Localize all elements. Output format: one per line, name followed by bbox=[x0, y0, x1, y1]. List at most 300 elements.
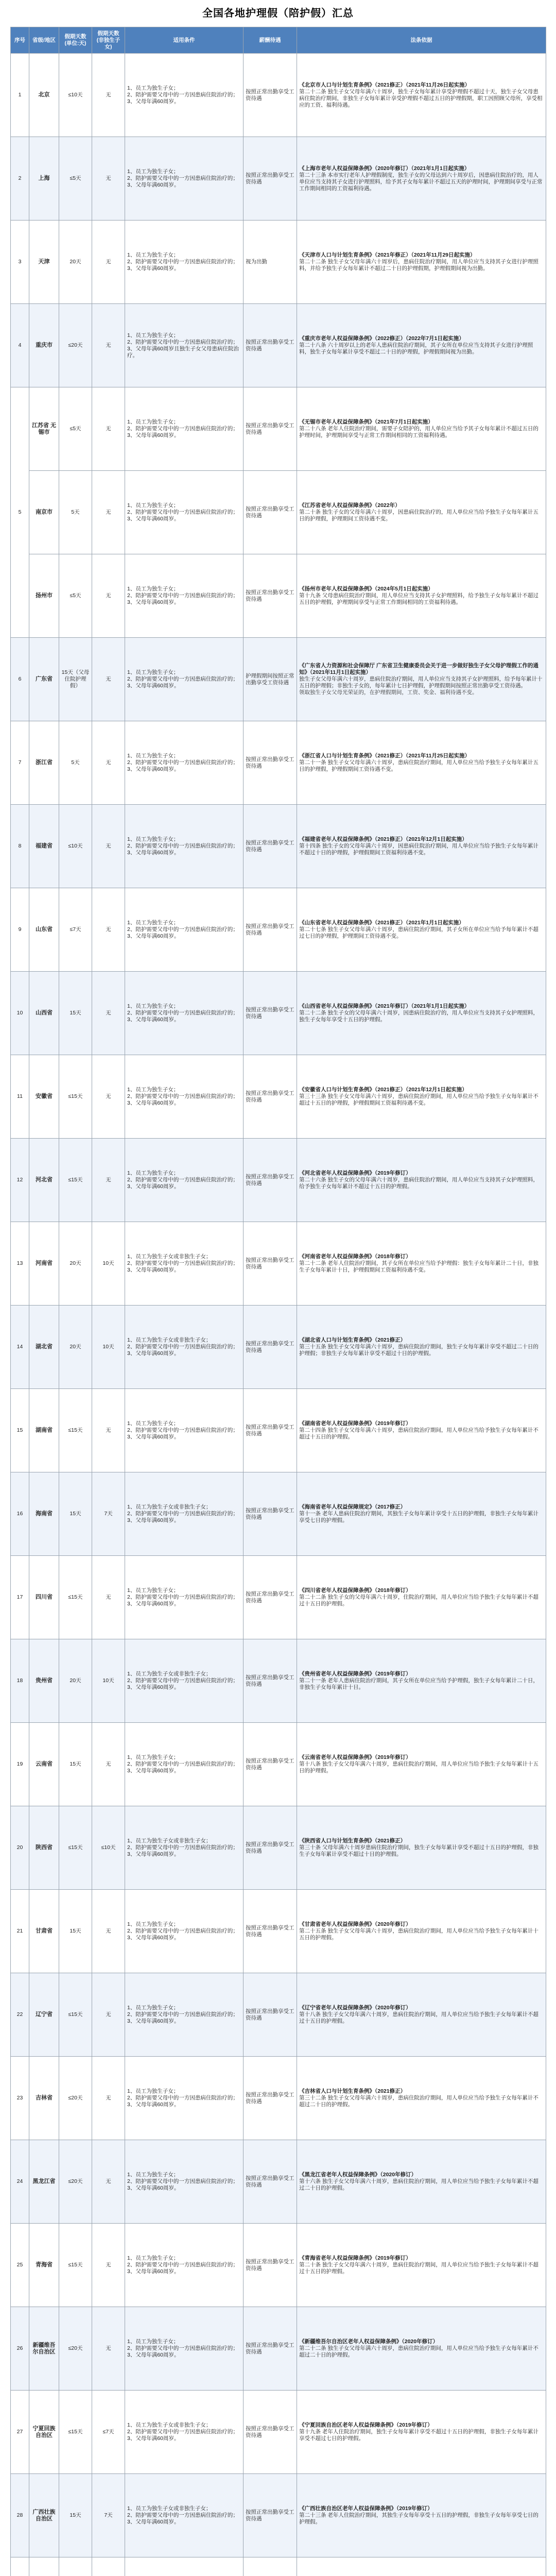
law-cell bbox=[297, 1639, 546, 1723]
conditions-cell bbox=[125, 805, 244, 888]
row-number: 8 bbox=[11, 805, 29, 888]
pay-cell: 按照正常出勤享受工资待遇 bbox=[244, 888, 297, 972]
days-only-child: ≤5天 bbox=[59, 554, 92, 638]
days-non-only-child: 无 bbox=[92, 1055, 125, 1139]
law-text: 第二十二条 独生子女的父母年满六十周岁，住院治疗期间，用人单位应当给予独生子女每年累计不超过十五日的护理假。 bbox=[299, 1594, 538, 1607]
table-row bbox=[11, 1222, 546, 1306]
law-title: 《青海省老年人权益保障条例》（2019年修订） bbox=[299, 2255, 411, 2261]
law-cell bbox=[297, 721, 546, 805]
law-cell bbox=[297, 1139, 546, 1222]
law-cell bbox=[297, 1055, 546, 1139]
days-only-child: 15天 bbox=[59, 1890, 92, 1973]
table-row bbox=[11, 304, 546, 387]
region-name: 南京市 bbox=[36, 509, 53, 515]
pay-cell: 按照正常出勤享受工资待遇 bbox=[244, 304, 297, 387]
row-number: 24 bbox=[11, 2140, 29, 2224]
law-cell bbox=[297, 471, 546, 554]
region-cell bbox=[29, 387, 59, 471]
condition-item: 1、员工为独生子女； bbox=[127, 669, 179, 675]
conditions-cell bbox=[125, 2307, 244, 2391]
pay-cell: 按照正常出勤享受工资待遇 bbox=[244, 1890, 297, 1973]
conditions-cell bbox=[125, 387, 244, 471]
days-non-only-child: 10天 bbox=[92, 1222, 125, 1306]
condition-item: 1、员工为独生子女； bbox=[127, 252, 179, 258]
pay-cell: 视为出勤 bbox=[244, 221, 297, 304]
law-cell bbox=[297, 888, 546, 972]
conditions-cell bbox=[125, 2057, 244, 2140]
condition-item: 1、员工为独生子女； bbox=[127, 2172, 179, 2178]
region-cell: 黑龙江省 bbox=[29, 2140, 59, 2224]
law-title: 《湖北省人口与计划生育条例》（2021修正） bbox=[299, 1337, 406, 1343]
conditions-cell bbox=[125, 1222, 244, 1306]
condition-item: 3、父母年满60周岁。 bbox=[127, 2352, 180, 2358]
law-title: 《新疆维吾尔自治区老年人权益保障条例》（2020年修订） bbox=[299, 2338, 439, 2345]
region-cell: 福建省 bbox=[29, 805, 59, 888]
conditions-cell bbox=[125, 304, 244, 387]
days-non-only-child: 无 bbox=[92, 137, 125, 221]
condition-item: 2、陪护需要父母中的一方因患病住院治疗的； bbox=[127, 1177, 238, 1183]
law-title: 《河南省老年人权益保障条例》（2018年修订） bbox=[299, 1253, 411, 1260]
days-only-child: ≤10天 bbox=[59, 54, 92, 137]
days-only-child: 5天 bbox=[59, 721, 92, 805]
law-cell bbox=[297, 2307, 546, 2391]
law-text: 第十九条 老年人住院治疗期间，独生子女每年累计享受不超过十五日的护理假，非独生子女每年累计享受不超过七日的护理假。 bbox=[299, 2429, 538, 2442]
days-only-child: ≤15天 bbox=[59, 2224, 92, 2307]
law-text: 第二十三条 老年人住院治疗期间，其独生子女每年享受十五日的护理假，非独生子女每年享受七日的护理假。 bbox=[299, 2512, 538, 2525]
pay-cell: 按照正常出勤享受工资待遇 bbox=[244, 2391, 297, 2474]
days-only-child: 5天 bbox=[59, 471, 92, 554]
condition-item: 2、陪护需要父母中的一方因患病住院治疗的； bbox=[127, 592, 238, 599]
days-non-only-child: 无 bbox=[92, 2224, 125, 2307]
law-title: 《扬州市老年人权益保障条例》（2024年5月1日起实施） bbox=[299, 586, 433, 592]
pay-cell: 按照正常出勤享受工资待遇 bbox=[244, 54, 297, 137]
row-number bbox=[11, 2557, 29, 2576]
law-text: 第二十四条 独生子女父母年满六十周岁，患病住院治疗期间，用人单位应当给予独生子女每年累计不超过十五日的护理假。 bbox=[299, 1427, 538, 1440]
condition-item: 1、员工为独生子女； bbox=[127, 168, 179, 175]
pay-cell: 按照正常出勤享受工资待遇 bbox=[244, 2140, 297, 2224]
region-cell: 浙江省 bbox=[29, 721, 59, 805]
law-cell bbox=[297, 1806, 546, 1890]
condition-item: 2、陪护需要父母中的一方因患病住院治疗的； bbox=[127, 1344, 238, 1350]
condition-item: 3、父母年满60周岁。 bbox=[127, 1183, 180, 1190]
pay-cell: 按照正常出勤享受工资待遇 bbox=[244, 1556, 297, 1639]
row-number: 9 bbox=[11, 888, 29, 972]
days-only-child: ≤20天 bbox=[59, 2140, 92, 2224]
region-cell: 新疆维吾尔自治区 bbox=[29, 2307, 59, 2391]
conditions-cell bbox=[125, 1723, 244, 1806]
days-non-only-child: 无 bbox=[92, 1389, 125, 1472]
region-cell: 广西壮族自治区 bbox=[29, 2474, 59, 2557]
row-number: 18 bbox=[11, 1639, 29, 1723]
pay-cell: 按照正常出勤享受工资待遇 bbox=[244, 471, 297, 554]
law-text: 第三十条 父母年满六十周岁患病住院治疗期间，独生子女每年累计享受不超过十五日的护理假，非独生子女每年累计享受不超过十日的护理假。 bbox=[299, 1844, 538, 1857]
conditions-cell bbox=[125, 2140, 244, 2224]
condition-item: 2、陪护需要父母中的一方因患病住院治疗的； bbox=[127, 759, 238, 766]
condition-item: 1、员工为独生子女或非独生子女； bbox=[127, 1838, 212, 1844]
table-row bbox=[11, 1639, 546, 1723]
days-non-only-child: 10天 bbox=[92, 1639, 125, 1723]
law-cell bbox=[297, 638, 546, 721]
row-number: 3 bbox=[11, 221, 29, 304]
conditions-cell bbox=[125, 137, 244, 221]
condition-item: 2、陪护需要父母中的一方因患病住院治疗的； bbox=[127, 338, 238, 345]
condition-item: 2、陪护需要父母中的一方因患病住院治疗的； bbox=[127, 175, 238, 181]
law-title: 《上海市老年人权益保障条例》（2020年修订）（2021年1月1日起实施） bbox=[299, 165, 470, 172]
condition-item: 1、员工为独生子女或非独生子女； bbox=[127, 2505, 212, 2512]
row-number: 6 bbox=[11, 638, 29, 721]
law-cell bbox=[297, 1723, 546, 1806]
law-text: 第十八条 独生子女父母年满六十周岁，患病住院治疗期间，用人单位应当给予独生子女每年累计不超过十五日的护理假。 bbox=[299, 2011, 538, 2024]
law-title: 《山西省老年人权益保障条例》（2021年修订）（2021年1月1日起实施） bbox=[299, 1003, 470, 1009]
law-text: 第二十二条 老年人住院治疗期间，其子女所在单位应当给予护理假：独生子女每年累计二十日，非独生子女每年累计十日，护理假期间工资福利待遇不变。 bbox=[299, 1260, 538, 1273]
law-title: 《宁夏回族自治区老年人权益保障条例》（2019年修订） bbox=[299, 2422, 433, 2428]
column-header-3: 假期天数(非独生子女) bbox=[92, 27, 125, 54]
law-text: 第二十八条 老年人住院治疗期间，需要子女陪护的，用人单位应当给予其子女每年累计不超过五日的护理时间，护理期间享受与正常工作期间相同的工资福利待遇。 bbox=[299, 426, 538, 438]
condition-item: 1、员工为独生子女； bbox=[127, 1921, 179, 1927]
condition-item: 2、陪护需要父母中的一方因患病住院治疗的； bbox=[127, 843, 238, 849]
pay-cell: 按照正常出勤享受工资待遇 bbox=[244, 2307, 297, 2391]
days-non-only-child: 无 bbox=[92, 1139, 125, 1222]
law-title: 《甘肃省老年人权益保障条例》（2020年修订） bbox=[299, 1921, 411, 1927]
table-body bbox=[11, 54, 546, 2576]
condition-item: 3、父母年满60周岁。 bbox=[127, 2185, 180, 2191]
law-text: 第十四条 独生子女的父母年满六十周岁，因患病住院治疗期间，用人单位应当给予独生子女每年累计不超过十日的护理假，护理假期间工资福利待遇不变。 bbox=[299, 843, 538, 856]
conditions-cell bbox=[125, 2474, 244, 2557]
law-title: 《辽宁省老年人权益保障条例》（2020年修订） bbox=[299, 2005, 411, 2011]
table-row bbox=[11, 972, 546, 1055]
region-cell: 山西省 bbox=[29, 972, 59, 1055]
conditions-cell bbox=[125, 1806, 244, 1890]
table-row bbox=[11, 1055, 546, 1139]
page-title: 全国各地护理假（陪护假）汇总 bbox=[202, 8, 354, 19]
column-header-5: 薪酬待遇 bbox=[244, 27, 297, 54]
condition-item: 3、父母年满60周岁。 bbox=[127, 933, 180, 939]
condition-item: 2、陪护需要父母中的一方因患病住院治疗的； bbox=[127, 2262, 238, 2268]
law-extra: 领取独生子女父母光荣证的，在护理假期间，工资、奖金、福利待遇不变。 bbox=[299, 689, 478, 696]
condition-item: 2、陪护需要父母中的一方因患病住院治疗的； bbox=[127, 1260, 238, 1266]
column-header-6: 法条依据 bbox=[297, 27, 546, 54]
table-row bbox=[11, 1806, 546, 1890]
days-non-only-child: ≤7天 bbox=[92, 2391, 125, 2474]
days-only-child: ≤15天 bbox=[59, 2391, 92, 2474]
condition-item: 2、陪护需要父母中的一方因患病住院治疗的； bbox=[127, 2178, 238, 2184]
region-cell: 北京 bbox=[29, 54, 59, 137]
row-number: 11 bbox=[11, 1055, 29, 1139]
condition-item: 2、陪护需要父母中的一方因患病住院治疗的； bbox=[127, 2512, 238, 2518]
law-cell bbox=[297, 221, 546, 304]
days-only-child: ≤15天 bbox=[59, 1973, 92, 2057]
table-row bbox=[11, 2140, 546, 2224]
row-number: 27 bbox=[11, 2391, 29, 2474]
pay-cell: 按照正常出勤享受工资待遇 bbox=[244, 1222, 297, 1306]
pay-cell bbox=[244, 2557, 297, 2576]
region-cell: 甘肃省 bbox=[29, 1890, 59, 1973]
condition-item: 1、员工为独生子女； bbox=[127, 419, 179, 425]
region-cell: 广东省 bbox=[29, 638, 59, 721]
pay-cell: 按照正常出勤享受工资待遇 bbox=[244, 1389, 297, 1472]
condition-item: 2、陪护需要父母中的一方因患病住院治疗的； bbox=[127, 509, 238, 515]
law-title: 《河北省老年人权益保障条例》（2019年修订） bbox=[299, 1170, 411, 1176]
region-cell: 宁夏回族自治区 bbox=[29, 2391, 59, 2474]
condition-item: 2、陪护需要父母中的一方因患病住院治疗的； bbox=[127, 259, 238, 265]
condition-item: 2、陪护需要父母中的一方因患病住院治疗的； bbox=[127, 676, 238, 682]
table-row bbox=[11, 2057, 546, 2140]
table-row bbox=[11, 554, 546, 638]
condition-item: 3、父母年满60周岁。 bbox=[127, 766, 180, 772]
condition-item: 3、父母年满60周岁。 bbox=[127, 1434, 180, 1440]
law-text: 独生子女父母年满六十周岁，患病住院治疗期间，用人单位应当支持其子女护理照料，给予每年累计十五日的护理假；非独生子女的，每年累计七日护理假，护理假期间按照正常出勤享受工资待遇。 bbox=[299, 676, 543, 689]
law-text: 第三十二条 独生子女父母年满六十周岁，患病住院治疗期间，用人单位应当给予独生子女每年累计不超过二十日的护理假。 bbox=[299, 2095, 538, 2108]
table-row bbox=[11, 2391, 546, 2474]
pay-cell: 按照正常出勤享受工资待遇 bbox=[244, 2057, 297, 2140]
region-cell bbox=[29, 2557, 59, 2576]
row-number: 26 bbox=[11, 2307, 29, 2391]
condition-item: 3、父母年满60周岁。 bbox=[127, 2018, 180, 2024]
pay-cell: 按照正常出勤享受工资待遇 bbox=[244, 972, 297, 1055]
law-title: 《四川省老年人权益保障条例》（2018年修订） bbox=[299, 1587, 411, 1594]
row-number: 1 bbox=[11, 54, 29, 137]
region-cell: 吉林省 bbox=[29, 2057, 59, 2140]
days-non-only-child: 无 bbox=[92, 721, 125, 805]
law-title: 《吉林省人口与计划生育条例》（2021修正） bbox=[299, 2088, 406, 2094]
law-title: 《浙江省人口与计划生育条例》（2021修正）（2021年11月25日起实施） bbox=[299, 753, 470, 759]
condition-item: 2、陪护需要父母中的一方因患病住院治疗的； bbox=[127, 2095, 238, 2101]
days-non-only-child: 无 bbox=[92, 805, 125, 888]
conditions-cell bbox=[125, 972, 244, 1055]
law-text: 第二十二条 独生子女的父母年满六十周岁，因患病住院治疗的，用人单位应当支持其子女护理照料，独生子女每年享受十五日的护理假。 bbox=[299, 1010, 538, 1023]
law-text: 第三十五条 独生子女父母年满六十周岁，患病住院治疗期间，独生子女每年累计享受不超过二十日的护理假；非独生子女每年累计享受不超过十日的护理假。 bbox=[299, 1344, 538, 1357]
conditions-cell bbox=[125, 638, 244, 721]
law-text: 第二十六条 独生子女的父母年满六十周岁，患病住院治疗期间，用人单位应当支持其子女护理照料，给予独生子女每年累计不超过十五日的护理假。 bbox=[299, 1177, 538, 1190]
table-row bbox=[11, 888, 546, 972]
condition-item: 3、父母年满60周岁。 bbox=[127, 2435, 180, 2442]
table-row bbox=[11, 1723, 546, 1806]
table-row bbox=[11, 721, 546, 805]
condition-item: 1、员工为独生子女； bbox=[127, 836, 179, 842]
region-cell: 陕西省 bbox=[29, 1806, 59, 1890]
pay-cell: 按照正常出勤享受工资待遇 bbox=[244, 1472, 297, 1556]
days-only-child: 15天（父母住院护理假） bbox=[59, 638, 92, 721]
condition-item: 1、员工为独生子女或非独生子女； bbox=[127, 1253, 212, 1260]
days-non-only-child: ≤10天 bbox=[92, 1806, 125, 1890]
region-cell: 云南省 bbox=[29, 1723, 59, 1806]
law-text: 第二十二条 独生子女父母年满六十周岁后，患病住院治疗期间，用人单位应当支持其子女进行护理照料，并给予独生子女每年累计不超过二十日的护理假期，护理假期间视为出勤。 bbox=[299, 259, 538, 272]
table-row bbox=[11, 221, 546, 304]
law-cell bbox=[297, 137, 546, 221]
table-row bbox=[11, 1556, 546, 1639]
condition-item: 1、员工为独生子女或非独生子女； bbox=[127, 1337, 212, 1343]
law-text: 第二十一条 老年人患病住院治疗期间，其子女所在单位应当给予护理假，独生子女每年累计二十日，非独生子女每年累计十日。 bbox=[299, 1677, 538, 1690]
row-number: 19 bbox=[11, 1723, 29, 1806]
law-title: 《福建省老年人权益保障条例》（2021修正）（2021年12月1日起实施） bbox=[299, 836, 467, 842]
condition-item: 3、父母年满60周岁。 bbox=[127, 1684, 180, 1690]
condition-item: 2、陪护需要父母中的一方因患病住院治疗的； bbox=[127, 1594, 238, 1600]
days-non-only-child: 7天 bbox=[92, 1472, 125, 1556]
condition-item: 2、陪护需要父母中的一方因患病住院治疗的； bbox=[127, 92, 238, 98]
days-non-only-child: 无 bbox=[92, 888, 125, 972]
days-only-child: ≤5天 bbox=[59, 137, 92, 221]
law-cell bbox=[297, 1306, 546, 1389]
row-number: 28 bbox=[11, 2474, 29, 2557]
days-only-child: 20天 bbox=[59, 1222, 92, 1306]
days-non-only-child: 无 bbox=[92, 1973, 125, 2057]
days-only-child: 20天 bbox=[59, 1306, 92, 1389]
law-text: 第二十条 独生子女的父母年满六十周岁，因患病住院治疗的，用人单位应当给予独生子女每年累计五日的护理假，护理期间工资待遇不变。 bbox=[299, 509, 538, 522]
row-number: 14 bbox=[11, 1306, 29, 1389]
law-cell bbox=[297, 805, 546, 888]
condition-item: 1、员工为独生子女； bbox=[127, 2338, 179, 2345]
days-non-only-child: 7天 bbox=[92, 2474, 125, 2557]
row-number: 4 bbox=[11, 304, 29, 387]
law-text: 第十八条 独生子女父母年满六十周岁，患病住院治疗期间，用人单位应当给予独生子女每年累计十五日的护理假。 bbox=[299, 1761, 538, 1774]
days-non-only-child: 无 bbox=[92, 304, 125, 387]
days-non-only-child: 无 bbox=[92, 972, 125, 1055]
law-text: 第二十五条 独生子女父母年满六十周岁，患病住院治疗期间，用人单位应当给予独生子女每年累计十五日的护理假。 bbox=[299, 1928, 538, 1941]
condition-item: 1、员工为独生子女； bbox=[127, 1087, 179, 1093]
column-header-2: 假期天数(单位:天) bbox=[59, 27, 92, 54]
conditions-cell bbox=[125, 1472, 244, 1556]
law-text: 第二十八条 六十周岁以上的老年人患病住院治疗期间，其子女所在单位应当支持其子女进行护理照料，独生子女每年累计享受不超过二十日的护理假，护理假期间视为出勤。 bbox=[299, 342, 533, 355]
condition-item: 2、陪护需要父母中的一方因患病住院治疗的； bbox=[127, 1928, 238, 1934]
conditions-cell bbox=[125, 1389, 244, 1472]
law-text: 第二十条 独生子女父母年满六十周岁，患病住院治疗期间，用人单位应当给予独生子女每年累计不超过十五日的护理假。 bbox=[299, 2262, 538, 2275]
conditions-cell bbox=[125, 888, 244, 972]
pay-cell: 按照正常出勤享受工资待遇 bbox=[244, 1055, 297, 1139]
table-row bbox=[11, 1472, 546, 1556]
conditions-cell bbox=[125, 2557, 244, 2576]
law-cell bbox=[297, 554, 546, 638]
row-number: 13 bbox=[11, 1222, 29, 1306]
days-only-child: ≤15天 bbox=[59, 1806, 92, 1890]
days-only-child: 15天 bbox=[59, 2474, 92, 2557]
condition-item: 3、父母年满60周岁。 bbox=[127, 850, 180, 856]
days-non-only-child: 无 bbox=[92, 54, 125, 137]
days-only-child: ≤20天 bbox=[59, 304, 92, 387]
row-number: 22 bbox=[11, 1973, 29, 2057]
condition-item: 1、员工为独生子女； bbox=[127, 2005, 179, 2011]
table-row bbox=[11, 471, 546, 554]
condition-item: 2、陪护需要父母中的一方因患病住院治疗的； bbox=[127, 1427, 238, 1433]
pay-cell: 按照正常出勤享受工资待遇 bbox=[244, 1139, 297, 1222]
row-number: 15 bbox=[11, 1389, 29, 1472]
law-text: 第十九条 父母患病住院治疗期间，用人单位应当支持其子女护理照料，给予独生子女每年累计不超过五日的护理假，护理期间享受与正常工作期间相同的工资福利待遇。 bbox=[299, 592, 538, 605]
conditions-cell bbox=[125, 1556, 244, 1639]
condition-item: 1、员工为独生子女； bbox=[127, 85, 179, 91]
condition-item: 2、陪护需要父母中的一方因患病住院治疗的； bbox=[127, 1677, 238, 1684]
pay-cell: 按照正常出勤享受工资待遇 bbox=[244, 554, 297, 638]
pay-cell: 按照正常出勤享受工资待遇 bbox=[244, 721, 297, 805]
pay-cell: 按照正常出勤享受工资待遇 bbox=[244, 2224, 297, 2307]
condition-item: 3、父母年满60周岁。 bbox=[127, 1851, 180, 1857]
row-number: 16 bbox=[11, 1472, 29, 1556]
conditions-cell bbox=[125, 1306, 244, 1389]
condition-item: 3、父母年满60周岁。 bbox=[127, 1768, 180, 1774]
law-title: 《重庆市老年人权益保障条例》（2022修正）（2022年7月1日起实施） bbox=[299, 335, 464, 342]
days-only-child: ≤15天 bbox=[59, 1055, 92, 1139]
law-text: 第十一条 老年人患病住院治疗期间，其独生子女每年累计享受十五日的护理假，非独生子女每年累计享受七日的护理假。 bbox=[299, 1511, 538, 1523]
days-only-child: 20天 bbox=[59, 221, 92, 304]
condition-item: 1、员工为独生子女； bbox=[127, 920, 179, 926]
table-row bbox=[11, 54, 546, 137]
column-header-0: 序号 bbox=[11, 27, 29, 54]
days-only-child: ≤15天 bbox=[59, 1389, 92, 1472]
region-name: 扬州市 bbox=[36, 592, 53, 599]
condition-item: 3、父母年满60周岁且独生子女父母患病住院治疗。 bbox=[127, 345, 239, 359]
law-text: 第三十三条 独生子女父母年满六十周岁，患病住院治疗期间，用人单位应当给予独生子女每年累计不超过十五日的护理假，护理假期间工资福利待遇不变。 bbox=[299, 1093, 538, 1106]
condition-item: 1、员工为独生子女； bbox=[127, 1003, 179, 1009]
pay-cell: 按照正常出勤享受工资待遇 bbox=[244, 805, 297, 888]
condition-item: 3、父母年满60周岁。 bbox=[127, 516, 180, 522]
days-non-only-child: 无 bbox=[92, 638, 125, 721]
condition-item: 1、员工为独生子女； bbox=[127, 502, 179, 509]
conditions-cell bbox=[125, 2224, 244, 2307]
days-non-only-child: 无 bbox=[92, 2140, 125, 2224]
pay-cell: 按照正常出勤享受工资待遇 bbox=[244, 1723, 297, 1806]
pay-cell: 按照正常出勤享受工资待遇 bbox=[244, 1639, 297, 1723]
days-only-child: ≤20天 bbox=[59, 2057, 92, 2140]
pay-cell: 按照正常出勤享受工资待遇 bbox=[244, 387, 297, 471]
law-title: 《广西壮族自治区老年人权益保障条例》（2019年修订） bbox=[299, 2505, 433, 2512]
condition-item: 1、员工为独生子女； bbox=[127, 1420, 179, 1427]
days-only-child: 15天 bbox=[59, 972, 92, 1055]
column-header-4: 适用条件 bbox=[125, 27, 244, 54]
pay-cell: 按照正常出勤享受工资待遇 bbox=[244, 137, 297, 221]
law-title: 《安徽省人口与计划生育条例》（2021修正）（2021年12月1日起实施） bbox=[299, 1087, 467, 1093]
row-number: 2 bbox=[11, 137, 29, 221]
condition-item: 1、员工为独生子女； bbox=[127, 332, 179, 338]
region-cell: 安徽省 bbox=[29, 1055, 59, 1139]
law-title: 《山东省老年人权益保障条例》（2021修正）（2021年1月1日起实施） bbox=[299, 920, 464, 926]
condition-item: 3、父母年满60周岁。 bbox=[127, 1016, 180, 1023]
days-non-only-child: 无 bbox=[92, 2307, 125, 2391]
column-header-1: 省级/地区 bbox=[29, 27, 59, 54]
table-row bbox=[11, 2307, 546, 2391]
condition-item: 3、父母年满60周岁。 bbox=[127, 2268, 180, 2275]
law-title: 《北京市人口与计划生育条例》（2021修正）（2021年11月26日起实施） bbox=[299, 81, 470, 88]
condition-item: 2、陪护需要父母中的一方因患病住院治疗的； bbox=[127, 1761, 238, 1767]
condition-item: 1、员工为独生子女或非独生子女； bbox=[127, 1671, 212, 1677]
law-title: 《陕西省人口与计划生育条例》（2021修正） bbox=[299, 1838, 406, 1844]
law-cell bbox=[297, 1890, 546, 1973]
table-row bbox=[11, 137, 546, 221]
region-name: 江苏省 无锡市 bbox=[31, 422, 57, 435]
law-cell bbox=[297, 2557, 546, 2576]
region-cell bbox=[29, 471, 59, 554]
law-title: 《广东省人力资源和社会保障厅 广东省卫生健康委员会关于进一步做好独生子女父母护理假工作的通知》（2021年11月1日起实施） bbox=[299, 663, 538, 675]
law-cell bbox=[297, 1472, 546, 1556]
table-row bbox=[11, 1890, 546, 1973]
law-cell bbox=[297, 972, 546, 1055]
law-cell bbox=[297, 387, 546, 471]
pay-cell: 按照正常出勤享受工资待遇 bbox=[244, 2474, 297, 2557]
conditions-cell bbox=[125, 54, 244, 137]
table-header bbox=[11, 27, 546, 54]
days-only-child: ≤5天 bbox=[59, 387, 92, 471]
condition-item: 3、父母年满60周岁。 bbox=[127, 1100, 180, 1106]
condition-item: 2、陪护需要父母中的一方因患病住院治疗的； bbox=[127, 2011, 238, 2018]
row-number: 20 bbox=[11, 1806, 29, 1890]
days-non-only-child: 无 bbox=[92, 221, 125, 304]
region-cell: 山东省 bbox=[29, 888, 59, 972]
row-number: 5 bbox=[11, 387, 29, 638]
condition-item: 1、员工为独生子女； bbox=[127, 2255, 179, 2261]
condition-item: 3、父母年满60周岁。 bbox=[127, 1267, 180, 1273]
condition-item: 2、陪护需要父母中的一方因患病住院治疗的； bbox=[127, 926, 238, 933]
law-cell bbox=[297, 2224, 546, 2307]
law-text: 第二十二条 独生子女父母年满六十周岁，独生子女每年累计享受护理假不超过十天，独生子女父母患病住院治疗期间，非独生子女每年累计享受护理假不超过五日的护理假期，职工因照顾父母所，享受相应的工资、福利待遇。 bbox=[299, 88, 543, 108]
condition-item: 3、父母年满60周岁。 bbox=[127, 599, 180, 605]
table-row bbox=[11, 1306, 546, 1389]
